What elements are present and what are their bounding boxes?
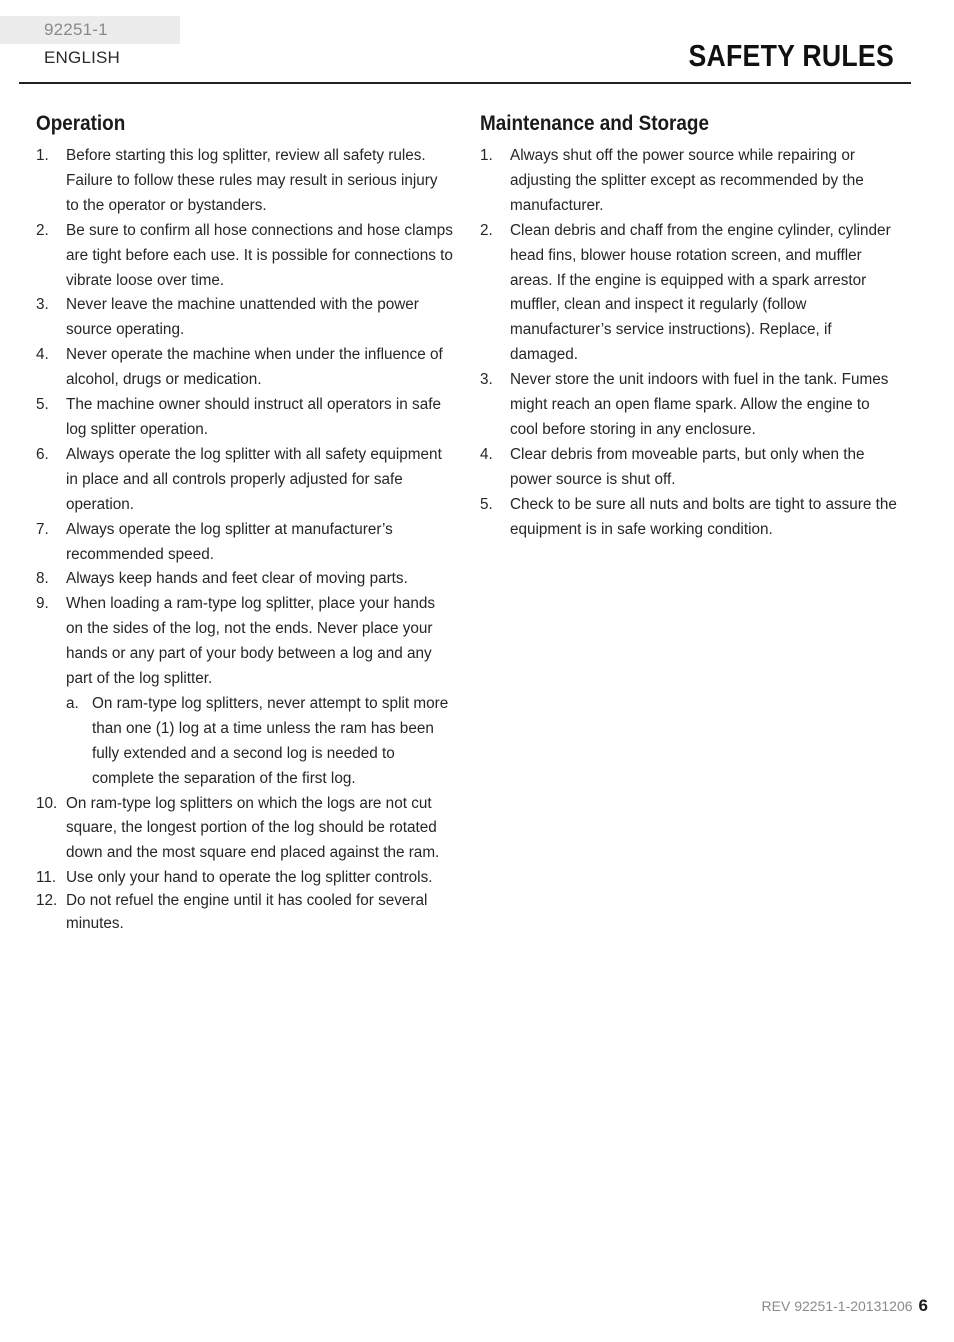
list-item (36, 219, 454, 294)
document-code: 92251-1 (44, 20, 108, 39)
language-label: ENGLISH (44, 48, 121, 67)
page-title: SAFETY RULES (688, 38, 894, 73)
item-number: 1. (480, 147, 493, 164)
item-number: 3. (480, 371, 493, 389)
list-item (36, 518, 454, 568)
item-number: 7. (36, 520, 49, 538)
operation-section (36, 110, 454, 935)
item-number: 4. (480, 445, 493, 463)
item-number: 9. (36, 595, 49, 613)
item-number: 6. (36, 445, 49, 463)
list-item (36, 293, 454, 343)
item-number: 5. (480, 495, 493, 513)
sub-item-letter: a. (66, 694, 79, 712)
item-text: Never leave the machine unattended with the power source operating. (66, 296, 419, 339)
page-number: 6 (918, 1296, 928, 1315)
maintenance-list (480, 144, 900, 543)
item-text: Use only your hand to operate the log splitter controls. (66, 869, 433, 887)
document-language-tag (0, 16, 180, 67)
sub-item-text: On ram-type log splitters, never attempt to split more than one (1) log at a time unless the ram has been fully extended and a second log is needed to complete the separation of the first log. (92, 694, 449, 787)
item-text: Clear debris from moveable parts, but only when the power source is shut off. (510, 445, 865, 488)
item-number: 2. (480, 221, 493, 239)
maintenance-section (480, 110, 900, 543)
header-divider (19, 82, 911, 84)
page-footer (762, 1296, 928, 1316)
list-item (36, 792, 454, 867)
list-item (480, 493, 900, 543)
item-number: 1. (36, 147, 49, 164)
item-text: Do not refuel the engine until it has cooled for several minutes. (66, 892, 428, 933)
operation-heading: Operation (36, 112, 126, 135)
list-item (36, 343, 454, 393)
list-item (480, 368, 900, 443)
item-text: When loading a ram-type log splitter, place your hands on the sides of the log, not the ends. Never place your hands or any part of your body between a log and any part of the log splitter. (66, 595, 436, 688)
list-item (36, 144, 454, 219)
item-text: Be sure to confirm all hose connections and hose clamps are tight before each use. It is possible for connections to vibrate loose over time. (66, 221, 453, 289)
item-text: Always operate the log splitter with all safety equipment in place and all controls properly adjusted for safe operation. (66, 445, 442, 513)
item-number: 3. (36, 296, 49, 314)
maintenance-heading: Maintenance and Storage (480, 112, 709, 135)
item-text: Clean debris and chaff from the engine cylinder, cylinder head fins, blower house rotation screen, and muffler areas. If the engine is equipped with a spark arrestor muffler, clean and inspect it regularly (follow manufacturer’s service instructions). Replace, if damaged. (510, 221, 891, 364)
item-text: Always shut off the power source while repairing or adjusting the splitter except as recommended by the manufacturer. (510, 147, 864, 214)
list-item (36, 889, 454, 935)
sub-list-item (66, 692, 454, 792)
item-text: Never store the unit indoors with fuel in the tank. Fumes might reach an open flame spark. Allow the engine to cool before storing in any enclosure. (510, 371, 889, 438)
item-number: 11. (36, 869, 57, 887)
item-text: Check to be sure all nuts and bolts are tight to assure the equipment is in safe working condition. (510, 495, 897, 538)
item-text: Always operate the log splitter at manufacturer’s recommended speed. (66, 520, 393, 563)
list-item (480, 443, 900, 493)
list-item (36, 866, 454, 889)
item-number: 10. (36, 794, 58, 812)
item-number: 8. (36, 570, 49, 588)
list-item (36, 393, 454, 443)
list-item (36, 443, 454, 518)
item-number: 2. (36, 221, 49, 239)
revision-code: REV 92251-1-20131206 (761, 1298, 913, 1314)
item-text: On ram-type log splitters on which the logs are not cut square, the longest portion of the log should be rotated down and the most square end placed against the ram. (66, 794, 440, 862)
item-text: Before starting this log splitter, review all safety rules. Failure to follow these rules may result in serious injury to the operator or bystanders. (66, 147, 438, 214)
item-text: Never operate the machine when under the influence of alcohol, drugs or medication. (66, 346, 443, 389)
item-number: 5. (36, 396, 49, 414)
item-text: The machine owner should instruct all operators in safe log splitter operation. (66, 396, 441, 438)
operation-list (36, 144, 454, 935)
item-number: 4. (36, 346, 49, 364)
list-item (480, 219, 900, 368)
list-item (480, 144, 900, 219)
list-item (36, 567, 454, 592)
item-number: 12. (36, 892, 58, 910)
item-text: Always keep hands and feet clear of moving parts. (66, 570, 408, 588)
list-item (36, 592, 454, 791)
